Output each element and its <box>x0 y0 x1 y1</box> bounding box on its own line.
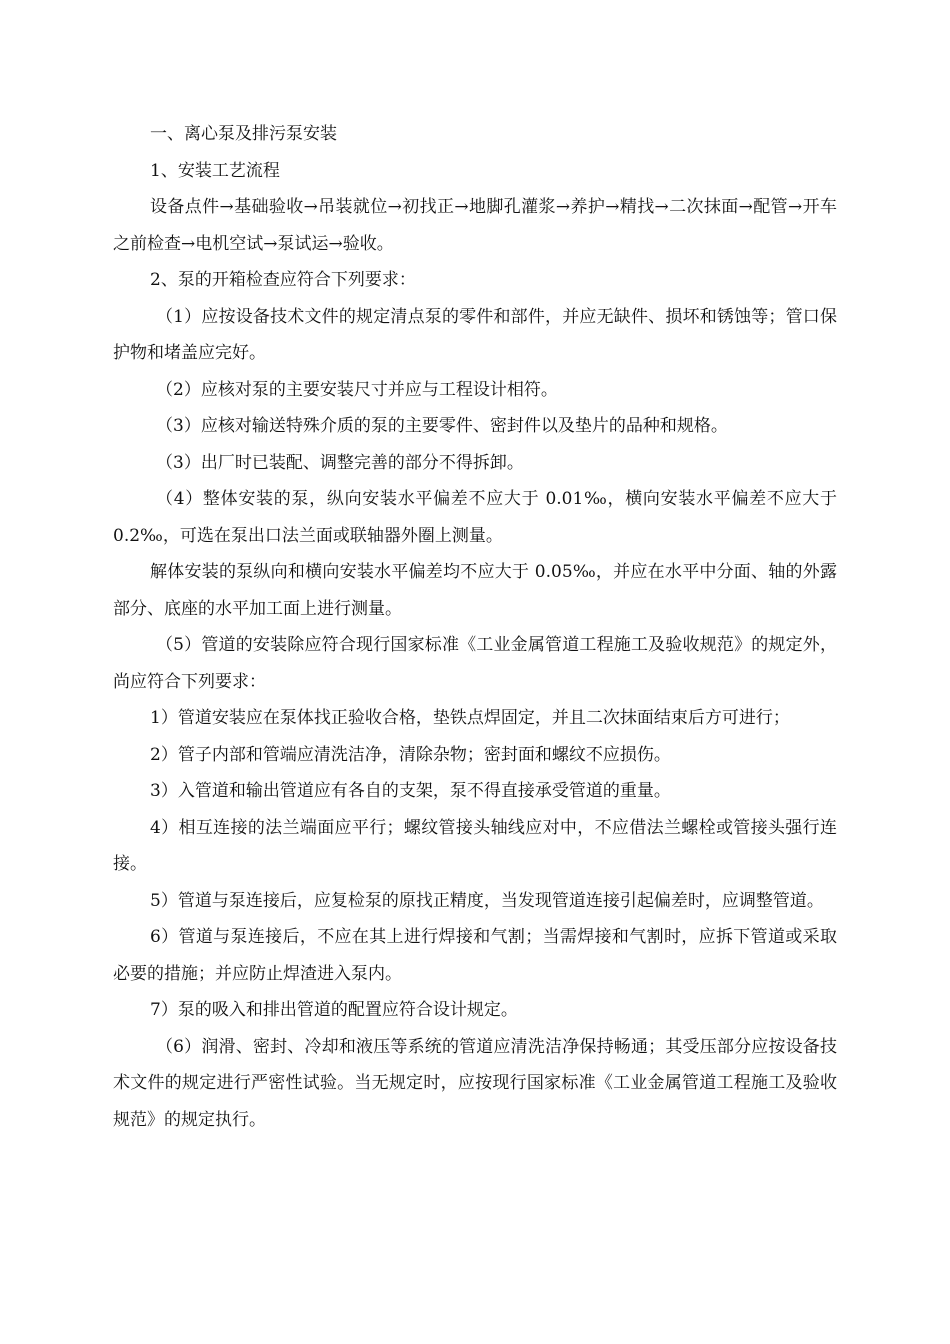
list-item: （4）整体安装的泵，纵向安装水平偏差不应大于 0.01‰，横向安装水平偏差不应大于 0.2‰，可选在泵出口法兰面或联轴器外圈上测量。 <box>113 489 837 546</box>
process-flow-text: 设备点件→基础验收→吊装就位→初找正→地脚孔灌浆→养护→精找→二次抹面→配管→开车之前检查→电机空试→泵试运→验收。 <box>113 197 837 254</box>
sub-list-item: 3）入管道和输出管道应有各自的支架，泵不得直接承受管道的重量。 <box>150 781 671 801</box>
sub-list-item: 2）管子内部和管端应清洗洁净，清除杂物；密封面和螺纹不应损伤。 <box>150 744 671 765</box>
section-heading: 一、离心泵及排污泵安装 <box>150 124 337 144</box>
list-item: （3）应核对输送特殊介质的泵的主要零件、密封件以及垫片的品种和规格。 <box>156 416 728 436</box>
sub-list-item: 4）相互连接的法兰端面应平行；螺纹管接头轴线应对中，不应借法兰螺栓或管接头强行连接。 <box>113 817 837 874</box>
sub-list-item: 6）管道与泵连接后，不应在其上进行焊接和气割；当需焊接和气割时，应拆下管道或采取必要的措施；并应防止焊渣进入泵内。 <box>113 927 837 984</box>
list-item: （2）应核对泵的主要安装尺寸并应与工程设计相符。 <box>156 379 558 400</box>
list-item: （3）出厂时已装配、调整完善的部分不得拆卸。 <box>156 452 524 473</box>
document-body <box>113 116 837 1138</box>
list-item: （1）应按设备技术文件的规定清点泵的零件和部件，并应无缺件、损坏和锈蚀等；管口保护物和堵盖应完好。 <box>113 306 837 363</box>
sub-list-item: 5）管道与泵连接后，应复检泵的原找正精度，当发现管道连接引起偏差时，应调整管道。 <box>150 890 824 911</box>
sub-list-item: 7）泵的吸入和排出管道的配置应符合设计规定。 <box>150 1000 518 1020</box>
pipe-installation-intro: （5）管道的安装除应符合现行国家标准《工业金属管道工程施工及验收规范》的规定外，尚应符合下列要求： <box>113 635 837 692</box>
list-item: （6）润滑、密封、冷却和液压等系统的管道应清洗洁净保持畅通；其受压部分应按设备技术文件的规定进行严密性试验。当无规定时，应按现行国家标准《工业金属管道工程施工及验收规范》的规定执行。 <box>113 1036 837 1130</box>
subsection-title-install-flow: 1、安装工艺流程 <box>150 160 280 181</box>
subsection-title-unpacking: 2、泵的开箱检查应符合下列要求： <box>150 270 416 290</box>
sub-list-item: 1）管道安装应在泵体找正验收合格，垫铁点焊固定，并且二次抹面结束后方可进行； <box>150 708 790 728</box>
disassembled-pump-note: 解体安装的泵纵向和横向安装水平偏差均不应大于 0.05‰，并应在水平中分面、轴的外露部分、底座的水平加工面上进行测量。 <box>113 562 837 619</box>
